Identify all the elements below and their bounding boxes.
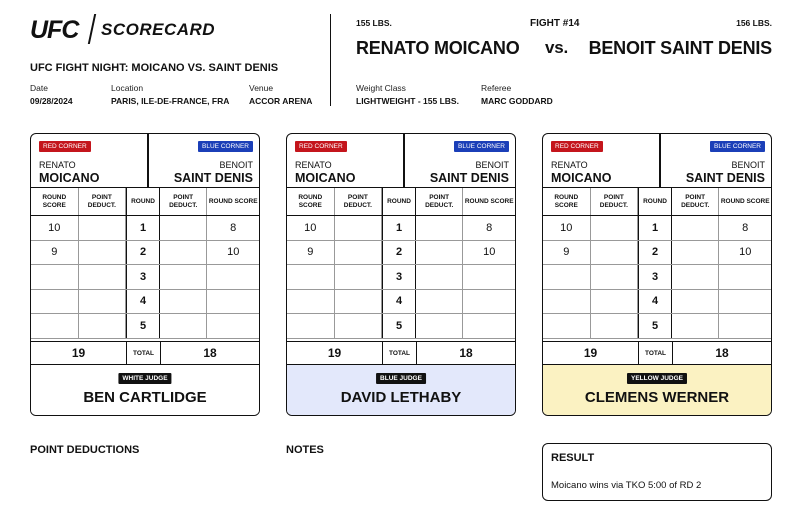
header-divider (330, 14, 331, 106)
round-row (31, 216, 259, 241)
judge-section (543, 365, 771, 416)
blue-round-score: 8 (486, 221, 493, 234)
round-number: 3 (126, 265, 160, 289)
date-value: 09/28/2024 (30, 96, 73, 106)
red-point-deduction (335, 216, 383, 240)
round-number: 5 (638, 314, 672, 338)
red-round-score: 10 (543, 216, 591, 240)
blue-point-deduction (416, 265, 464, 289)
blue-round-score (463, 314, 515, 338)
fight-number: FIGHT #14 (530, 18, 580, 29)
blue-round-score: 10 (483, 246, 496, 259)
judge-section (31, 365, 259, 416)
red-first-name: RENATO (551, 160, 588, 170)
round-row (31, 241, 259, 266)
referee-value: MARC GODDARD (481, 96, 553, 106)
blue-fighter-name: BENOIT SAINT DENIS (588, 38, 772, 58)
blue-round-score (463, 290, 515, 314)
blue-point-deduction (672, 241, 720, 265)
red-point-deduction (79, 290, 127, 314)
round-number: 3 (382, 265, 416, 289)
blue-round-score: 8 (230, 221, 237, 234)
result-title: RESULT (551, 452, 595, 464)
blue-round-score: 10 (739, 246, 752, 259)
totals-row (543, 341, 771, 365)
blue-point-deduction (160, 216, 208, 240)
point-deduct-header: POINT DEDUCT. (591, 188, 639, 215)
blue-last-name: SAINT DENIS (173, 171, 253, 185)
judge-section (287, 365, 515, 416)
blue-point-deduction (416, 314, 464, 338)
location-value: PARIS, ILE-DE-FRANCE, FRA (111, 96, 230, 106)
totals-row (31, 341, 259, 365)
red-round-score (543, 265, 591, 289)
location-label: Location (111, 83, 144, 93)
red-point-deduction (591, 241, 639, 265)
blue-round-score (463, 265, 515, 289)
result-box (542, 443, 772, 501)
round-number: 5 (126, 314, 160, 338)
round-number: 2 (638, 241, 672, 265)
round-number: 3 (638, 265, 672, 289)
point-deductions-title: POINT DEDUCTIONS (30, 444, 140, 456)
red-total: 19 (287, 342, 383, 364)
blue-point-deduction (672, 290, 720, 314)
red-round-score: 9 (543, 241, 591, 265)
scorecard-1 (30, 133, 260, 416)
red-last-name: MOICANO (39, 171, 100, 185)
blue-point-deduction (160, 314, 208, 338)
blue-first-name: BENOIT (219, 160, 253, 170)
blue-corner-badge: BLUE CORNER (454, 141, 509, 152)
red-round-score: 10 (31, 216, 79, 240)
red-round-score (31, 290, 79, 314)
red-point-deduction (335, 290, 383, 314)
red-point-deduction (591, 314, 639, 338)
fighter-names (287, 134, 515, 188)
round-score-header: ROUND SCORE (720, 197, 770, 205)
round-header: ROUND (638, 188, 672, 215)
round-number: 4 (126, 290, 160, 314)
blue-point-deduction (160, 290, 208, 314)
blue-point-deduction (672, 265, 720, 289)
round-score-header: ROUND SCORE (208, 197, 258, 205)
red-round-score (543, 290, 591, 314)
red-last-name: MOICANO (295, 171, 356, 185)
score-grid (287, 188, 515, 339)
red-point-deduction (79, 216, 127, 240)
blue-total: 18 (715, 346, 729, 360)
blue-last-name: SAINT DENIS (685, 171, 765, 185)
red-total: 19 (31, 342, 127, 364)
red-round-score (31, 265, 79, 289)
score-grid (543, 188, 771, 339)
round-score-header: ROUND SCORE (287, 188, 335, 215)
round-row (287, 314, 515, 339)
fighter-names (543, 134, 771, 188)
point-deduct-header: POINT DEDUCT. (335, 188, 383, 215)
score-grid (31, 188, 259, 339)
total-label: TOTAL (127, 342, 161, 364)
red-point-deduction (79, 241, 127, 265)
date-label: Date (30, 83, 48, 93)
round-row (287, 241, 515, 266)
vs-text: vs. (545, 38, 569, 57)
blue-point-deduction (416, 216, 464, 240)
round-number: 5 (382, 314, 416, 338)
venue-value: ACCOR ARENA (249, 96, 313, 106)
red-weight: 155 LBS. (356, 18, 392, 28)
round-score-header: ROUND SCORE (31, 188, 79, 215)
referee-label: Referee (481, 83, 512, 93)
blue-round-score (719, 290, 771, 314)
round-number: 1 (382, 216, 416, 240)
round-number: 1 (638, 216, 672, 240)
judge-name: DAVID LETHABY (340, 389, 462, 406)
round-row (31, 314, 259, 339)
round-score-header: ROUND SCORE (464, 197, 514, 205)
blue-weight: 156 LBS. (736, 18, 772, 28)
blue-corner-badge: BLUE CORNER (710, 141, 765, 152)
judge-name: BEN CARTLIDGE (83, 389, 207, 406)
red-round-score: 9 (31, 241, 79, 265)
red-total: 19 (543, 342, 639, 364)
round-row (543, 265, 771, 290)
judge-color-badge: WHITE JUDGE (118, 373, 171, 384)
round-row (31, 290, 259, 315)
event-title: UFC FIGHT NIGHT: MOICANO VS. SAINT DENIS (30, 62, 279, 74)
red-point-deduction (335, 241, 383, 265)
round-row (543, 241, 771, 266)
judge-color-badge: BLUE JUDGE (376, 373, 426, 384)
ufc-logo: UFC (30, 16, 79, 44)
blue-point-deduction (160, 265, 208, 289)
point-deduct-header: POINT DEDUCT. (416, 188, 464, 215)
total-label: TOTAL (639, 342, 673, 364)
round-row (287, 216, 515, 241)
red-point-deduction (591, 265, 639, 289)
round-score-header: ROUND SCORE (543, 188, 591, 215)
red-round-score (287, 265, 335, 289)
totals-row (287, 341, 515, 365)
venue-label: Venue (249, 83, 274, 93)
round-row (543, 216, 771, 241)
red-round-score (287, 290, 335, 314)
red-point-deduction (591, 216, 639, 240)
judge-color-badge: YELLOW JUDGE (627, 373, 687, 384)
blue-point-deduction (416, 241, 464, 265)
round-row (543, 314, 771, 339)
blue-round-score (719, 265, 771, 289)
red-round-score (31, 314, 79, 338)
blue-first-name: BENOIT (475, 160, 509, 170)
blue-round-score (207, 265, 259, 289)
score-header (543, 188, 771, 216)
red-fighter-name: RENATO MOICANO (356, 38, 520, 58)
point-deduct-header: POINT DEDUCT. (672, 188, 720, 215)
point-deduct-header: POINT DEDUCT. (160, 188, 208, 215)
round-row (287, 265, 515, 290)
blue-point-deduction (416, 290, 464, 314)
red-corner-badge: RED CORNER (551, 141, 603, 152)
blue-round-score: 8 (742, 221, 749, 234)
weight-class-label: Weight Class (356, 83, 406, 93)
red-first-name: RENATO (39, 160, 76, 170)
red-point-deduction (591, 290, 639, 314)
blue-point-deduction (672, 314, 720, 338)
red-round-score (287, 314, 335, 338)
blue-last-name: SAINT DENIS (429, 171, 509, 185)
blue-round-score (207, 314, 259, 338)
notes-title: NOTES (286, 444, 324, 456)
round-header: ROUND (126, 188, 160, 215)
round-number: 4 (382, 290, 416, 314)
judge-name: CLEMENS WERNER (584, 389, 730, 406)
scorecard-title: SCORECARD (101, 20, 216, 39)
red-round-score: 10 (287, 216, 335, 240)
blue-total: 18 (459, 346, 473, 360)
round-number: 2 (126, 241, 160, 265)
blue-round-score (719, 314, 771, 338)
red-last-name: MOICANO (551, 171, 612, 185)
round-number: 1 (126, 216, 160, 240)
weight-class-value: LIGHTWEIGHT - 155 LBS. (356, 96, 459, 106)
red-corner-badge: RED CORNER (295, 141, 347, 152)
blue-round-score: 10 (227, 246, 240, 259)
fighter-names (31, 134, 259, 188)
total-label: TOTAL (383, 342, 417, 364)
round-number: 2 (382, 241, 416, 265)
blue-total: 18 (203, 346, 217, 360)
red-first-name: RENATO (295, 160, 332, 170)
result-text: Moicano wins via TKO 5:00 of RD 2 (551, 480, 702, 491)
scorecard-2 (286, 133, 516, 416)
scorecard-3 (542, 133, 772, 416)
score-header (287, 188, 515, 216)
red-point-deduction (79, 265, 127, 289)
round-row (31, 265, 259, 290)
blue-point-deduction (160, 241, 208, 265)
logo-divider (88, 14, 96, 44)
blue-point-deduction (672, 216, 720, 240)
red-point-deduction (335, 265, 383, 289)
score-header (31, 188, 259, 216)
round-row (287, 290, 515, 315)
round-row (543, 290, 771, 315)
blue-round-score (207, 290, 259, 314)
red-point-deduction (79, 314, 127, 338)
red-round-score: 9 (287, 241, 335, 265)
blue-first-name: BENOIT (731, 160, 765, 170)
red-point-deduction (335, 314, 383, 338)
point-deduct-header: POINT DEDUCT. (79, 188, 127, 215)
blue-corner-badge: BLUE CORNER (198, 141, 253, 152)
red-round-score (543, 314, 591, 338)
round-header: ROUND (382, 188, 416, 215)
red-corner-badge: RED CORNER (39, 141, 91, 152)
round-number: 4 (638, 290, 672, 314)
